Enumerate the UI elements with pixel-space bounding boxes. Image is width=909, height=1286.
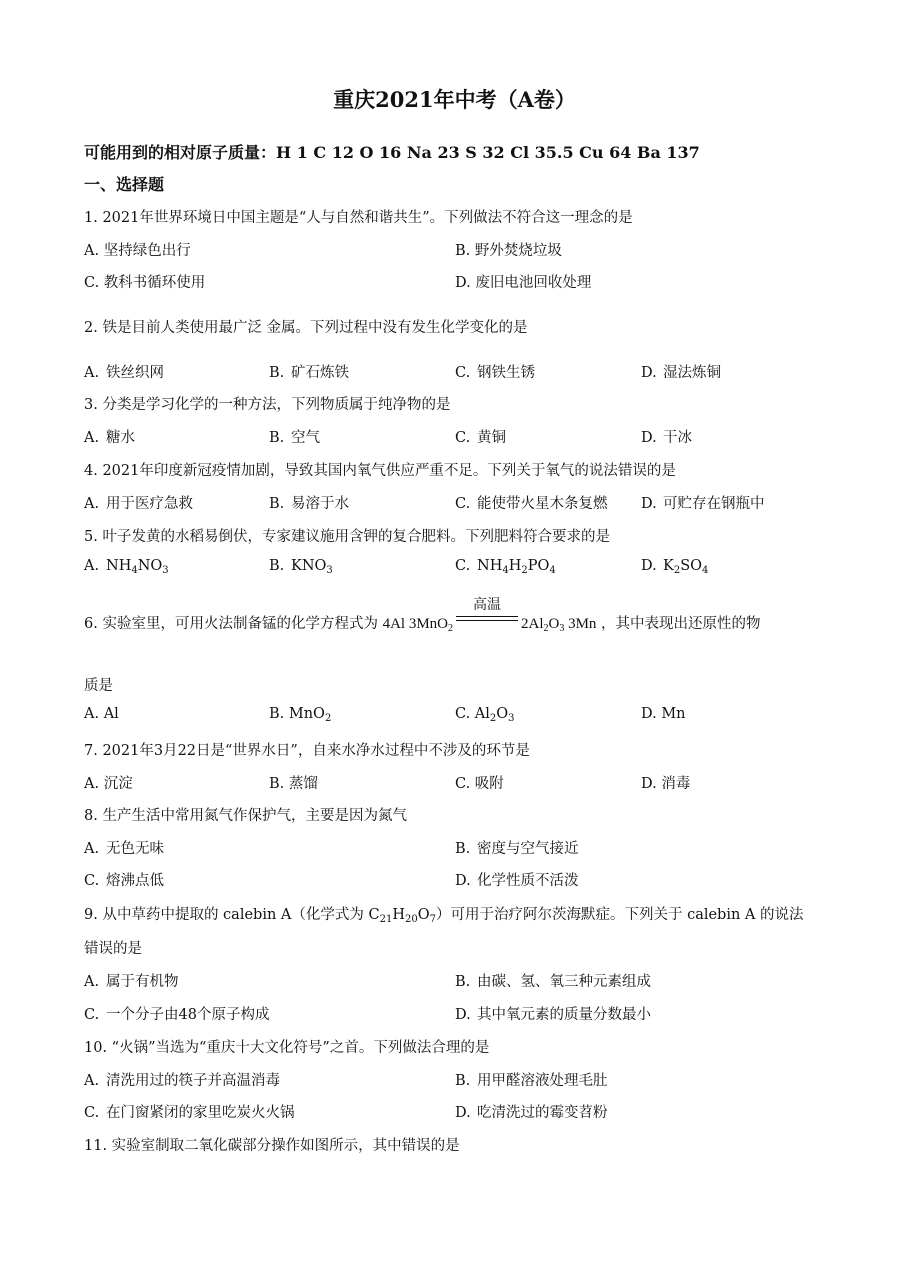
- q10-option-d: [455, 1101, 608, 1122]
- option-text: 矿石炼铁: [291, 365, 349, 381]
- option-text: 用甲醛溶液处理毛肚: [477, 1073, 608, 1089]
- q7-option-c: C. 吸附: [455, 776, 504, 792]
- q8-option-d: [455, 869, 579, 890]
- option-label: D.: [455, 1007, 471, 1023]
- option-label: D.: [455, 873, 471, 889]
- option-label: C.: [455, 365, 471, 381]
- option-text: 铁丝织网: [106, 365, 164, 381]
- option-label: B.: [269, 706, 285, 722]
- q3-option-b: [269, 426, 320, 447]
- option-label: A.: [84, 706, 100, 722]
- option-label: A.: [84, 496, 100, 512]
- option-label: D.: [641, 365, 657, 381]
- question-9-stem: 9. 从中草药中提取的 calebin A（化学式为 $C_{21}H_{20}O_7$）可用于治疗阿尔茨海默症。下列关于 calebin A 的说法: [84, 907, 804, 925]
- question-10-stem: 10. “火锅”当选为“重庆十大文化符号”之首。下列做法合理的是: [84, 1040, 490, 1056]
- question-3-stem: 3. 分类是学习化学的一种方法，下列物质属于纯净物的是: [84, 397, 451, 413]
- option-text: 空气: [291, 430, 320, 446]
- q9-option-a: [84, 970, 179, 991]
- q7-option-d: D. 消毒: [641, 776, 691, 792]
- question-8-stem: 8. 生产生活中常用氮气作保护气，主要是因为氮气: [84, 808, 407, 824]
- q9-option-b: [455, 970, 651, 991]
- q9-stem-pre: 9. 从中草药中提取的 calebin A（化学式为 C: [84, 907, 380, 923]
- option-text: 用于医疗急救: [106, 496, 193, 512]
- q3-option-d: [641, 426, 692, 447]
- atomic-masses-line: 可能用到的相对原子质量：H 1 C 12 O 16 Na 23 S 32 Cl 35.5 Cu 64 Ba 137: [84, 143, 700, 162]
- option-text: 化学性质不活泼: [477, 873, 579, 889]
- q4-option-d: [641, 492, 765, 513]
- option-text: 可贮存在钢瓶中: [663, 496, 765, 512]
- q10-option-c: [84, 1101, 295, 1122]
- q2-option-c: [455, 361, 535, 382]
- q6-option-a: A. Al: [84, 706, 119, 722]
- option-text: 清洗用过的筷子并高温消毒: [106, 1073, 280, 1089]
- q2-option-a: [84, 361, 164, 382]
- page-title: 重庆2021年中考（A卷）: [333, 87, 576, 112]
- q6-option-b: B. MnO$_2$: [269, 706, 332, 724]
- q6-stem-continued: 质是: [84, 678, 113, 694]
- option-label: C.: [455, 706, 471, 722]
- q7-option-a: A. 沉淀: [84, 776, 133, 792]
- q1-option-d: D. 废旧电池回收处理: [455, 275, 592, 291]
- option-label: C.: [455, 496, 471, 512]
- q1-option-a: A. 坚持绿色出行: [84, 243, 191, 259]
- option-label: B.: [455, 1073, 471, 1089]
- q9-option-d: [455, 1003, 651, 1024]
- q8-option-b: [455, 837, 579, 858]
- q4-option-a: [84, 492, 193, 513]
- option-label: A.: [84, 365, 100, 381]
- option-label: B.: [269, 496, 285, 512]
- option-label: D.: [455, 1105, 471, 1121]
- option-label: A.: [84, 430, 100, 446]
- option-text: 干冰: [663, 430, 692, 446]
- q4-option-b: [269, 492, 349, 513]
- question-2-stem: 2. 铁是目前人类使用最广泛 金属。下列过程中没有发生化学变化的是: [84, 320, 528, 336]
- q10-option-b: [455, 1069, 608, 1090]
- q3-option-c: [455, 426, 506, 447]
- section-heading: 一、选择题: [84, 175, 165, 194]
- option-text: 黄铜: [477, 430, 506, 446]
- question-5-stem: 5. 叶子发黄的水稻易倒伏，专家建议施用含钾的复合肥料。下列肥料符合要求的是: [84, 529, 610, 545]
- option-text: 湿法炼铜: [663, 365, 721, 381]
- q2-option-d: [641, 361, 721, 382]
- question-6-stem: [84, 598, 761, 634]
- option-label: C.: [455, 558, 471, 574]
- q1-option-b: B. 野外焚烧垃圾: [455, 243, 562, 259]
- q6-option-d: D. Mn: [641, 706, 686, 722]
- option-label: B.: [455, 974, 471, 990]
- option-label: B.: [269, 558, 285, 574]
- option-text: 熔沸点低: [106, 873, 164, 889]
- option-text: 无色无味: [106, 841, 164, 857]
- option-label: C.: [84, 1007, 100, 1023]
- option-label: C.: [455, 430, 471, 446]
- option-label: B.: [269, 365, 285, 381]
- option-label: D.: [641, 430, 657, 446]
- q5-option-c: C. $NH_4H_2PO_4$: [455, 558, 556, 576]
- option-label: B.: [269, 430, 285, 446]
- option-label: A.: [84, 558, 100, 574]
- option-text: 糖水: [106, 430, 135, 446]
- option-text: 密度与空气接近: [477, 841, 579, 857]
- q4-option-c: [455, 492, 608, 513]
- option-label: D.: [641, 558, 657, 574]
- option-label: A.: [84, 841, 100, 857]
- option-text: 易溶于水: [291, 496, 349, 512]
- option-label: A.: [84, 1073, 100, 1089]
- option-label: A.: [84, 974, 100, 990]
- option-label: D.: [641, 706, 657, 722]
- q8-option-a: [84, 837, 164, 858]
- q8-option-c: [84, 869, 164, 890]
- q5-option-d: D. $K_2SO_4$: [641, 558, 709, 576]
- q1-option-c: C. 教科书循环使用: [84, 275, 206, 291]
- q7-option-b: B. 蒸馏: [269, 776, 318, 792]
- option-text: 钢铁生锈: [477, 365, 535, 381]
- q6-stem-after: ，其中表现出还原性的物: [601, 616, 761, 632]
- question-7-stem: 7. 2021年3月22日是“世界水日”，自来水净水过程中不涉及的环节是: [84, 743, 530, 759]
- option-text: 由碳、氢、氧三种元素组成: [477, 974, 651, 990]
- chemical-equation: 4Al 3MnO$_2$ 高温 $2Al_2O_3$ 3Mn: [383, 612, 597, 634]
- q10-option-a: [84, 1069, 280, 1090]
- question-11-stem: 11. 实验室制取二氧化碳部分操作如图所示，其中错误的是: [84, 1138, 460, 1154]
- question-1-stem: 1. 2021年世界环境日中国主题是“人与自然和谐共生”。下列做法不符合这一理念的是: [84, 210, 633, 226]
- q6-option-c: C. $Al_2O_3$: [455, 706, 515, 724]
- q3-option-a: [84, 426, 135, 447]
- q5-option-a: A. $NH_4NO_3$: [84, 558, 169, 576]
- q9-option-c: [84, 1003, 269, 1024]
- option-text: 其中氧元素的质量分数最小: [477, 1007, 651, 1023]
- q9-stem-continued: 错误的是: [84, 941, 142, 957]
- option-text: 能使带火星木条复燃: [477, 496, 608, 512]
- reaction-arrow: [456, 598, 518, 626]
- option-text: 吃清洗过的霉变苕粉: [477, 1105, 608, 1121]
- option-text: 属于有机物: [106, 974, 179, 990]
- q2-option-b: [269, 361, 349, 382]
- q6-stem-before: 6. 实验室里，可用火法制备锰的化学方程式为: [84, 616, 378, 632]
- option-label: C.: [84, 873, 100, 889]
- q9-stem-post: ）可用于治疗阿尔茨海默症。下列关于 calebin A 的说法: [435, 907, 804, 923]
- reaction-condition: 高温: [472, 598, 501, 613]
- question-4-stem: 4. 2021年印度新冠疫情加剧，导致其国内氧气供应严重不足。下列关于氧气的说法错误的是: [84, 463, 676, 479]
- option-label: C.: [84, 1105, 100, 1121]
- option-label: D.: [641, 496, 657, 512]
- option-text: 在门窗紧闭的家里吃炭火火锅: [106, 1105, 295, 1121]
- option-label: B.: [455, 841, 471, 857]
- q5-option-b: B. $KNO_3$: [269, 558, 333, 576]
- option-text: 一个分子由48个原子构成: [106, 1007, 270, 1023]
